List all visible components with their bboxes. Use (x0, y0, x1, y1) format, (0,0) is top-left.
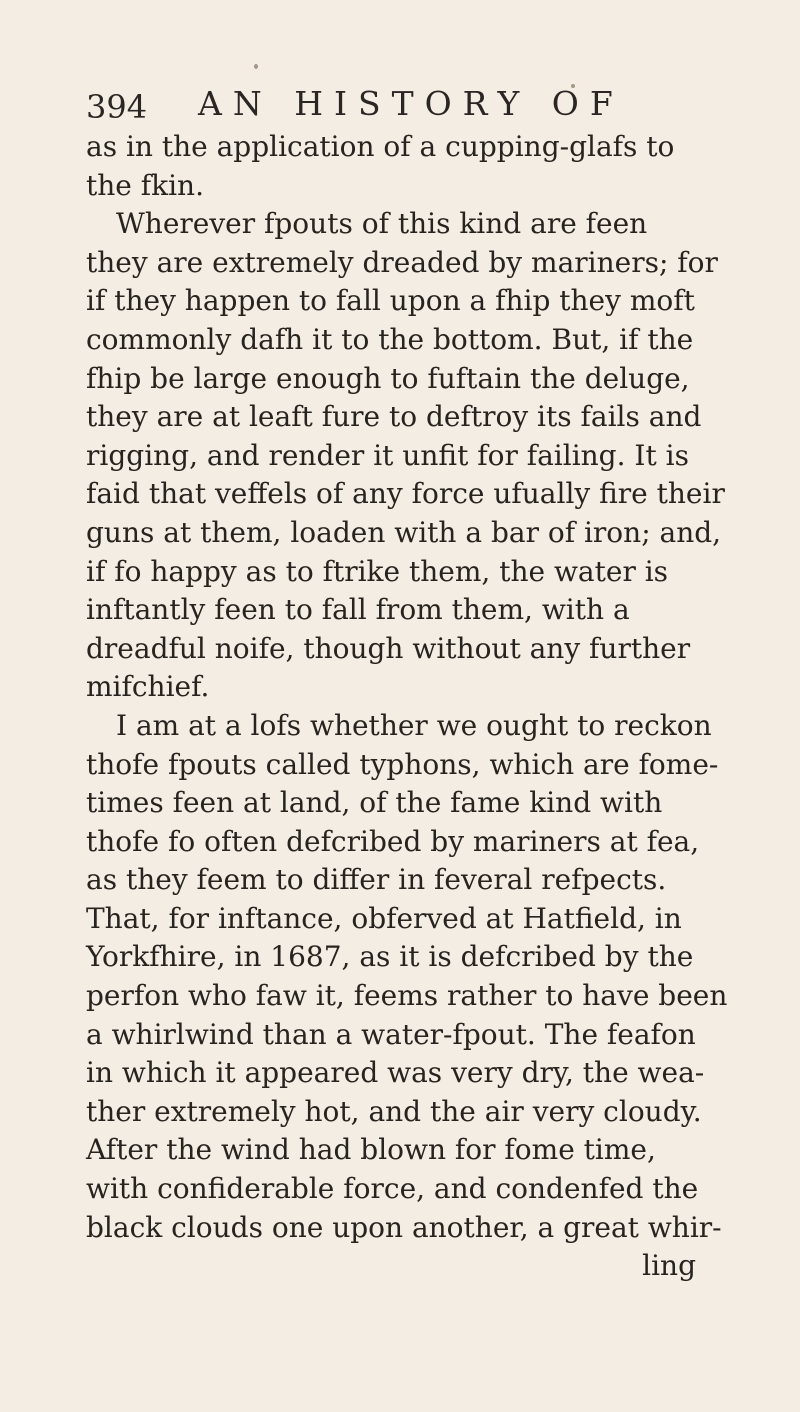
text-line: fhip be large enough to fuftain the deluge, (86, 361, 690, 395)
paragraph-start-line: I am at a lofs whether we ought to reckon (116, 708, 712, 742)
text-line: times feen at land, of the fame kind with (86, 786, 663, 820)
text-line: thofe fpouts called typhons, which are fome- (86, 747, 719, 781)
text-line: thofe fo often defcribed by mariners at fea, (86, 824, 700, 858)
text-line: commonly dafh it to the bottom. But, if the (86, 322, 694, 356)
text-line: a whirlwind than a water-fpout. The feafon (86, 1017, 696, 1051)
catchword: ling (642, 1249, 696, 1283)
text-line: with confiderable force, and condenfed the (86, 1172, 699, 1206)
text-line: guns at them, loaden with a bar of iron; and, (86, 515, 722, 549)
text-line: rigging, and render it unfit for failing. It is (86, 438, 689, 472)
text-line: as in the application of a cupping-glafs to (86, 130, 675, 163)
paper-speck (254, 64, 258, 69)
text-line: Yorkfhire, in 1687, as it is defcribed by the (86, 940, 694, 974)
text-line: mifchief. (86, 670, 210, 704)
text-line: in which it appeared was very dry, the wea- (86, 1056, 705, 1090)
text-line: perfon who faw it, feems rather to have been (86, 979, 728, 1013)
text-line: inftantly feen to fall from them, with a (86, 593, 630, 627)
page-header (86, 84, 726, 134)
text-line: dreadful noife, though without any further (86, 631, 691, 665)
text-line: black clouds one upon another, a great whir- (86, 1210, 722, 1244)
text-line: That, for inftance, obferved at Hatfield, in (86, 901, 682, 935)
text-line: faid that veffels of any force ufually fire their (86, 477, 725, 511)
text-line: After the wind had blown for fome time, (86, 1133, 656, 1167)
running-head: AN HISTORY OF (198, 84, 624, 123)
body-text (86, 128, 746, 1286)
text-line: they are extremely dreaded by mariners; for (86, 245, 718, 279)
page-number: 394 (86, 88, 148, 126)
text-line: ther extremely hot, and the air very cloudy. (86, 1094, 702, 1128)
text-line: they are at leaft fure to deftroy its fails and (86, 400, 702, 434)
text-line: if fo happy as to ftrike them, the water is (86, 554, 669, 588)
text-line: if they happen to fall upon a fhip they moft (86, 284, 695, 318)
paragraph-start-line: Wherever fpouts of this kind are feen (116, 207, 648, 241)
text-line: the fkin. (86, 168, 204, 202)
text-line: as they feem to differ in feveral refpects. (86, 863, 667, 897)
